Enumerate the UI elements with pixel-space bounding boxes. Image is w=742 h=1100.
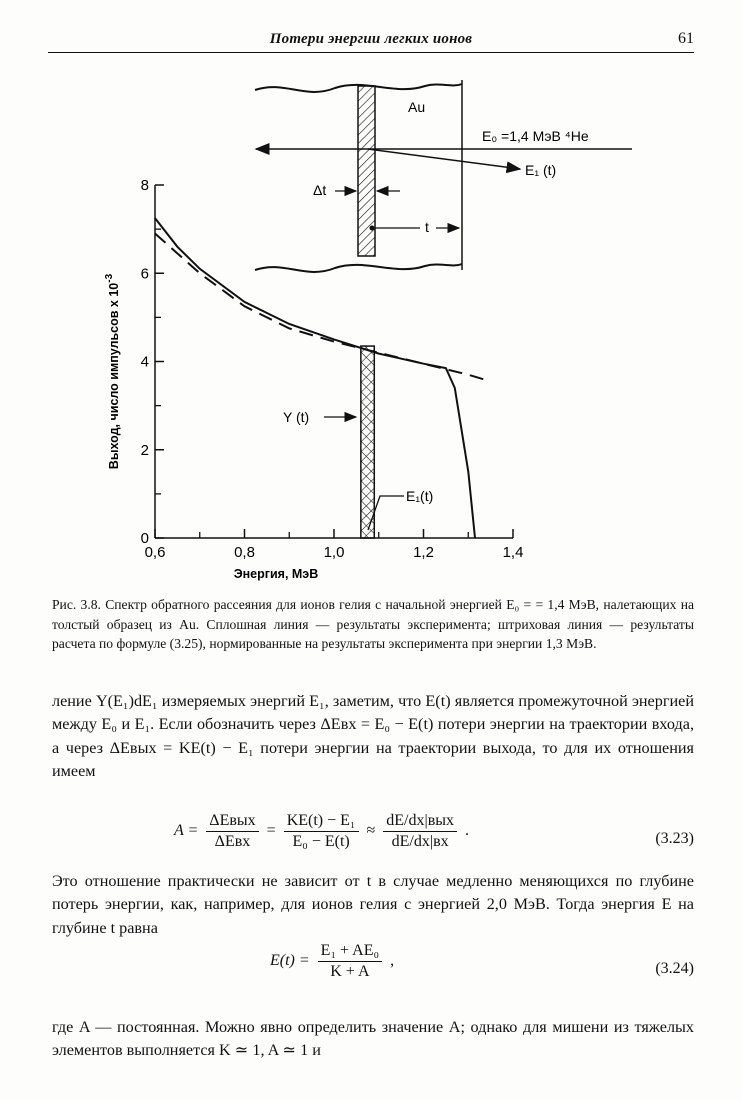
eq323-number: (3.23) (655, 830, 694, 847)
eq323-f1-den: ΔEвх (214, 833, 251, 850)
running-title: Потери энергии легких ионов (269, 31, 473, 47)
eq323-equals: = (266, 822, 276, 840)
y-tick-label: 8 (140, 177, 149, 194)
eq324-den: K + A (330, 963, 370, 980)
page-number: 61 (678, 30, 694, 47)
eq323-f2-den: E₀ − E(t) (292, 833, 350, 850)
paragraph-1: ление Y(E₁)dE₁ измеряемых энергий E₁, заметим, что E(t) является промежуточной энергией между E₀ и E₁. Если обозначить через ΔEвх = E₀ − E(t) потери энергии на траектории входа, а через ΔEвых = KE(t) − E₁ потери энергии на траектории выхода, то для их отношения имеем (52, 692, 694, 780)
running-header (48, 30, 694, 53)
inset-t-label: t (425, 219, 429, 235)
exit-beam-arrow (368, 149, 520, 169)
eq324-num: E₁ + AE₀ (318, 942, 382, 962)
inset-delta-t-label: Δt (313, 182, 327, 198)
x-tick-label: 1,4 (502, 544, 524, 561)
x-tick-label: 0,8 (234, 544, 255, 561)
paragraph-2: Это отношение практически не зависит от t в случае медленно меняющихся по глубине потерь энергии, как, например, для ионов гелия с энергией 2,0 МэВ. Тогда энергия E на глубине t равна (52, 872, 694, 937)
equation-3-24 (52, 942, 694, 1000)
eq324-lhs: E(t) = (270, 952, 310, 970)
calculated-curve (155, 234, 491, 382)
x-tick-label: 1,0 (323, 544, 345, 561)
e1-t-label: E₁(t) (406, 488, 434, 504)
yield-slab (361, 346, 374, 538)
eq323-f2-num: KE(t) − E₁ (284, 812, 359, 832)
eq324-number: (3.24) (655, 960, 694, 977)
eq323-approx: ≈ (366, 822, 376, 840)
eq323-tail: . (465, 822, 470, 840)
eq323-lhs: A = (174, 822, 199, 840)
inset-sample (255, 80, 632, 272)
y-tick-label: 4 (140, 353, 149, 371)
inset-material-label: Au (408, 99, 426, 115)
equation-3-23 (52, 812, 694, 870)
inset-beam-label: E₀ =1,4 МэВ ⁴He (482, 128, 589, 144)
eq323-f1-num: ΔEвых (206, 812, 258, 832)
x-tick-label: 0,6 (144, 544, 166, 561)
backscattering-spectrum-chart (104, 177, 523, 581)
hatched-layer (358, 86, 375, 256)
figure-3-8 (0, 60, 742, 590)
y-tick-label: 0 (140, 530, 149, 547)
eq324-tail: , (390, 952, 395, 970)
paragraph-3: где A — постоянная. Можно явно определить значение A; однако для мишени из тяжелых элементов выполняется K ≃ 1, A ≃ 1 и (52, 1018, 694, 1060)
x-tick-label: 1,2 (413, 544, 434, 561)
inset-exit-label: E₁ (t) (525, 162, 557, 178)
x-axis-label: Энергия, МэВ (233, 567, 319, 581)
y-t-label: Y (t) (283, 409, 310, 425)
y-tick-label: 6 (140, 265, 149, 283)
eq323-f3-den: dE/dx|вх (391, 833, 449, 850)
y-axis-label: Выход, число импульсов x $10^{-3}$ (104, 273, 121, 470)
figure-caption: Рис. 3.8. Спектр обратного рассеяния для ионов гелия с начальной энергией E₀ = = 1,4 МэВ, налетающих на толстый образец из Au. Сплошная линия — результаты эксперимента; штриховая линия — результаты расчета по формуле (3.25), нормированные на результаты эксперимента при энергии 1,3 МэВ. (52, 597, 694, 651)
y-tick-label: 2 (140, 441, 149, 459)
eq323-f3-num: dE/dx|вых (383, 812, 457, 832)
